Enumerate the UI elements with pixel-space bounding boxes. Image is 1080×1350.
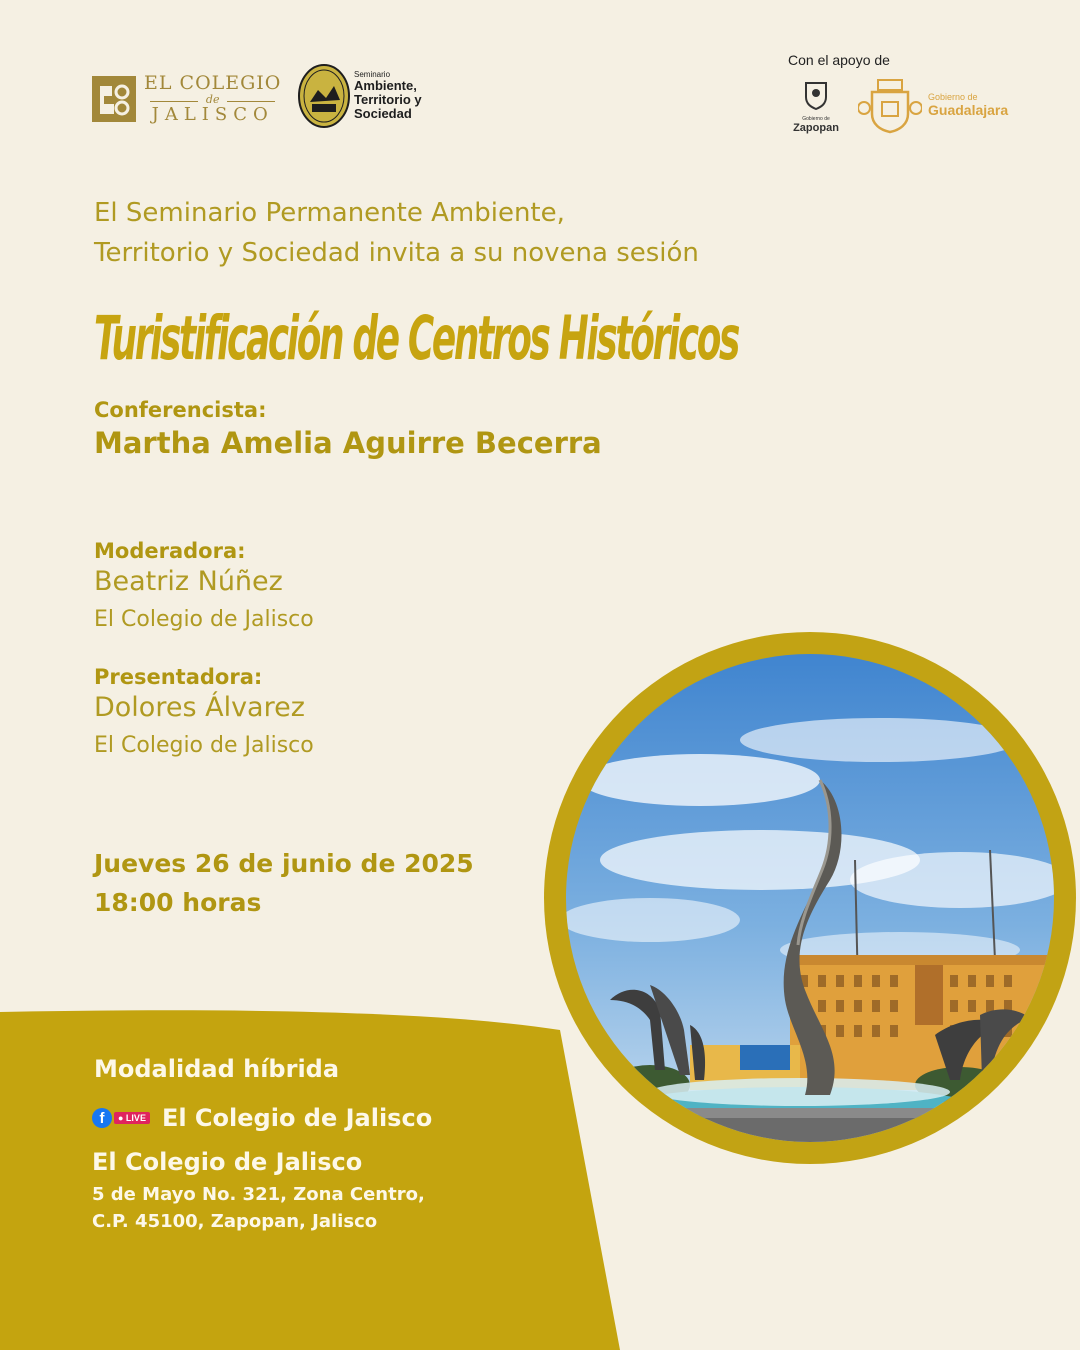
stream-name: El Colegio de Jalisco	[161, 1104, 433, 1132]
zapopan-shield-icon	[801, 80, 831, 110]
modality-heading: Modalidad híbrida	[94, 1055, 340, 1083]
venue-name: El Colegio de Jalisco	[92, 1148, 363, 1176]
guadalajara-logo	[858, 78, 1008, 134]
event-date: Jueves 26 de junio de 2025	[94, 849, 474, 878]
event-time: 18:00 horas	[94, 888, 262, 917]
guadalajara-logo-name: Guadalajara	[928, 102, 1009, 119]
facebook-icon: f	[92, 1108, 112, 1128]
speaker-label: Conferencista:	[94, 398, 267, 422]
support-label: Con el apoyo de	[788, 52, 890, 68]
colegio-logo-line2: de	[144, 94, 281, 105]
guadalajara-crest-icon	[858, 78, 922, 134]
intro-line1: El Seminario Permanente Ambiente,	[94, 198, 565, 228]
seminario-logo-line3: Sociedad	[354, 106, 412, 122]
seminario-logo-small: Seminario	[354, 69, 391, 79]
colegio-logo	[92, 74, 281, 124]
seminario-seal-icon	[298, 64, 350, 128]
intro-text	[94, 193, 699, 273]
venue-address	[92, 1181, 425, 1235]
colegio-emblem-icon	[92, 76, 136, 122]
zapopan-logo-sub: Gobierno de	[802, 116, 830, 122]
event-title: Turistificación de Centros Históricos	[94, 302, 739, 374]
seminario-logo	[298, 64, 422, 128]
presenter-label: Presentadora:	[94, 665, 263, 689]
zapopan-logo	[790, 80, 842, 134]
seminario-logo-line1: Ambiente,	[354, 78, 417, 94]
colegio-logo-line1: EL COLEGIO	[144, 72, 282, 94]
seminario-logo-line2: Territorio y	[354, 92, 422, 108]
facebook-live-link[interactable]	[92, 1104, 432, 1132]
address-line1: 5 de Mayo No. 321, Zona Centro,	[92, 1184, 425, 1205]
intro-line2: Territorio y Sociedad invita a su novena sesión	[94, 238, 699, 268]
moderator-name: Beatriz Núñez	[94, 566, 283, 597]
event-datetime	[94, 844, 474, 922]
presenter-institution: El Colegio de Jalisco	[94, 733, 314, 758]
address-line2: C.P. 45100, Zapopan, Jalisco	[92, 1211, 378, 1232]
colegio-logo-line3: JALISCO	[151, 104, 274, 125]
moderator-institution: El Colegio de Jalisco	[94, 607, 314, 632]
moderator-label: Moderadora:	[94, 539, 246, 563]
presenter-name: Dolores Álvarez	[94, 692, 305, 723]
speaker-name: Martha Amelia Aguirre Becerra	[94, 426, 602, 460]
zapopan-logo-name: Zapopan	[793, 122, 839, 134]
live-badge: ● LIVE	[114, 1112, 150, 1124]
guadalajara-logo-sub: Gobierno de	[928, 92, 978, 103]
